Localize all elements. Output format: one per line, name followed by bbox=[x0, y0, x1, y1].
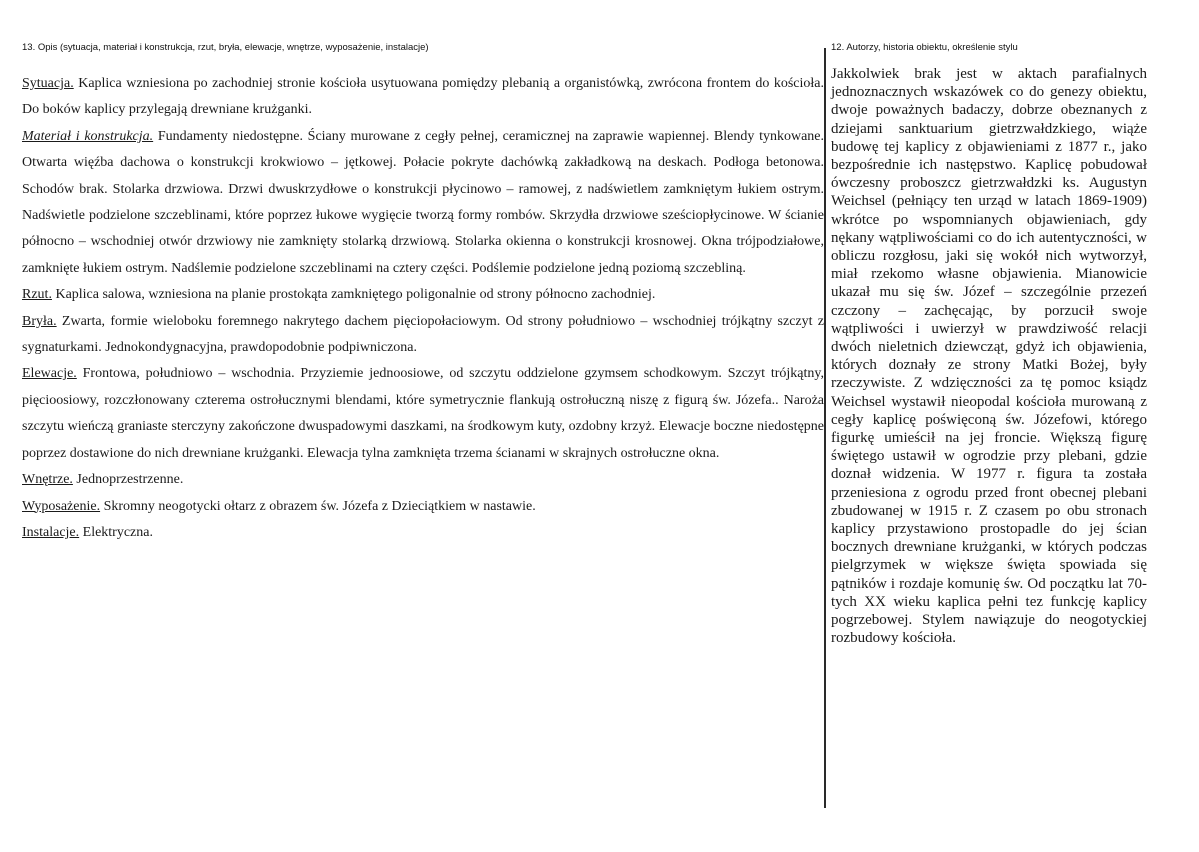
section-label-material: Materiał i konstrukcja. bbox=[22, 128, 154, 144]
section-text-bryla: Zwarta, formie wieloboku foremnego nakrytego dachem pięciopołaciowym. Od strony południowo – wschodniej trójkątny szczyt z sygnaturkami. Jednokondygnacyjna, prawdopodobnie podpiwniczona. bbox=[22, 313, 825, 356]
history-text: Jakkolwiek brak jest w aktach parafialnych jednoznacznych wskazówek co do genezy obiektu, dwoje poważnych badaczy, dobrze obeznanych z dziejami sanktuarium gietrzwałdzkiego, wiąże budowę tej kaplicy z objawieniami z 1877 r., jako bezpośrednie ich następstwo. Kaplicę pobudował ówczesny proboszcz gietrzwałdzki ks. Augustyn Weichsel (pełniący ten urząd w latach 1869-1909) wkrótce po wspomnianych objawieniach, gdy nękany wątpliwościami co do ich autentyczności, w obliczu rozgłosu, jaki się wokół nich wytworzył, miał rzekomo własne objawienia. Mianowicie ukazał mu się św. Józef – szczególnie przezeń czczony – zachęcając, by porzucił swoje wątpliwości i uwierzył w prawdziwość relacji dwóch nieletnich dziewcząt, gdyż ich objawienia, których doznały ze strony Matki Bożej, były rzeczywiste. Z wdzięczności za tę pomoc ksiądz Weichsel wystawił nieopodal kościoła murowaną z cegły kaplicę poświęconą św. Józefowi, którego figurkę umieścił na jej froncie. Większą figurę świętego ustawił w ogrodzie przy plebani, gdzie doznał widzenia. W 1977 r. figura ta została przeniesiona z ogrodu przed front obecnej plebani zbudowanej w 1915 r. Z czasem po obu stronach kaplicy przystawiono prostopadle do jej ścian bocznych drewniane krużganki, w których podczas pielgrzymek w większe święta spowiada się pątników i rozdaje komunię św. Od początku lat 70-tych XX wieku kaplica pełni tez funkcję kaplicy pogrzebowej. Stylem nawiązuje do neogotyckiej rozbudowy kościoła. bbox=[831, 66, 1147, 647]
column-divider bbox=[824, 48, 826, 808]
history-column bbox=[831, 42, 1147, 648]
section-text-elewacje: Frontowa, południowo – wschodnia. Przyziemie jednoosiowe, od szczytu oddzielone gzymsem schodkowym. Szczyt trójkątny, pięcioosiowy, rozczłonowany czterema ostrołucznymi blendami, które symetrycznie flankują ostrołuczną niszę z figurą św. Józefa.. Naroża szczytu wieńczą graniaste sterczyny zakończone dwuspadowymi daszkami, na środkowym kuty, ozdobny krzyż. Elewacje boczne niedostępne poprzez dostawione do nich drewniane krużganki. Elewacja tylna zamknięta trzema ścianami w skrajnych ostrołuczne okna. bbox=[22, 366, 825, 461]
section-text-wyposazenie: Skromny neogotycki ołtarz z obrazem św. Józefa z Dzieciątkiem w nastawie. bbox=[103, 498, 536, 514]
section-label-wnetrze: Wnętrze. bbox=[22, 472, 73, 488]
section-label-wyposazenie: Wyposażenie. bbox=[22, 498, 101, 514]
section-wnetrze bbox=[22, 467, 824, 493]
section-label-instalacje: Instalacje. bbox=[22, 524, 80, 540]
section-instalacje bbox=[22, 520, 824, 546]
section-text-rzut: Kaplica salowa, wzniesiona na planie prostokąta zamkniętego poligonalnie od strony północno zachodniej. bbox=[55, 287, 656, 303]
section-material bbox=[22, 124, 824, 282]
section-label-sytuacja: Sytuacja. bbox=[22, 76, 74, 91]
section-elewacje bbox=[22, 361, 824, 467]
section-sytuacja bbox=[22, 71, 824, 124]
section-text-sytuacja: Kaplica wzniesiona po zachodniej stronie kościoła usytuowana pomiędzy plebanią a organistówką, zwrócona frontem do kościoła. Do boków kaplicy przylegają drewniane krużganki. bbox=[22, 76, 825, 118]
description-column bbox=[22, 42, 824, 546]
history-header: 12. Autorzy, historia obiektu, określenie stylu bbox=[831, 42, 1018, 53]
section-label-rzut: Rzut. bbox=[22, 287, 52, 303]
section-bryla bbox=[22, 309, 824, 362]
section-text-instalacje: Elektryczna. bbox=[82, 524, 153, 540]
section-label-elewacje: Elewacje. bbox=[22, 366, 77, 382]
section-wyposazenie bbox=[22, 494, 824, 520]
section-label-bryla: Bryła. bbox=[22, 313, 57, 329]
section-text-wnetrze: Jednoprzestrzenne. bbox=[76, 472, 184, 488]
section-text-material: Fundamenty niedostępne. Ściany murowane z cegły pełnej, ceramicznej na zaprawie wapiennej. Blendy tynkowane. Otwarta więźba dachowa o konstrukcji krokwiowo – jętkowej. Połacie pokryte dachówką zakładkową na deskach. Podłoga betonowa. Schodów brak. Stolarka drzwiowa. Drzwi dwuskrzydłowe o konstrukcji płycinowo – ramowej, z nadświetlem zamkniętym łukiem ostrym. Nadświetle podzielone szczeblinami, które poprzez łukowe wygięcie tworzą formy rombów. Skrzydła drzwiowe sześciopłycinowe. W ścianie północno – wschodniej otwór drzwiowy nie zamknięty stolarką drzwiową. Stolarka okienna o konstrukcji krosnowej. Okna trójpodziałowe, zamknięte łukiem ostrym. Nadślemie podzielone szczeblinami na cztery części. Podślemie podzielone jedną poziomą szczebliną. bbox=[22, 128, 824, 276]
section-rzut bbox=[22, 282, 824, 308]
description-header: 13. Opis (sytuacja, materiał i konstrukcja, rzut, bryła, elewacje, wnętrze, wyposażenie, instalacje) bbox=[22, 42, 429, 53]
